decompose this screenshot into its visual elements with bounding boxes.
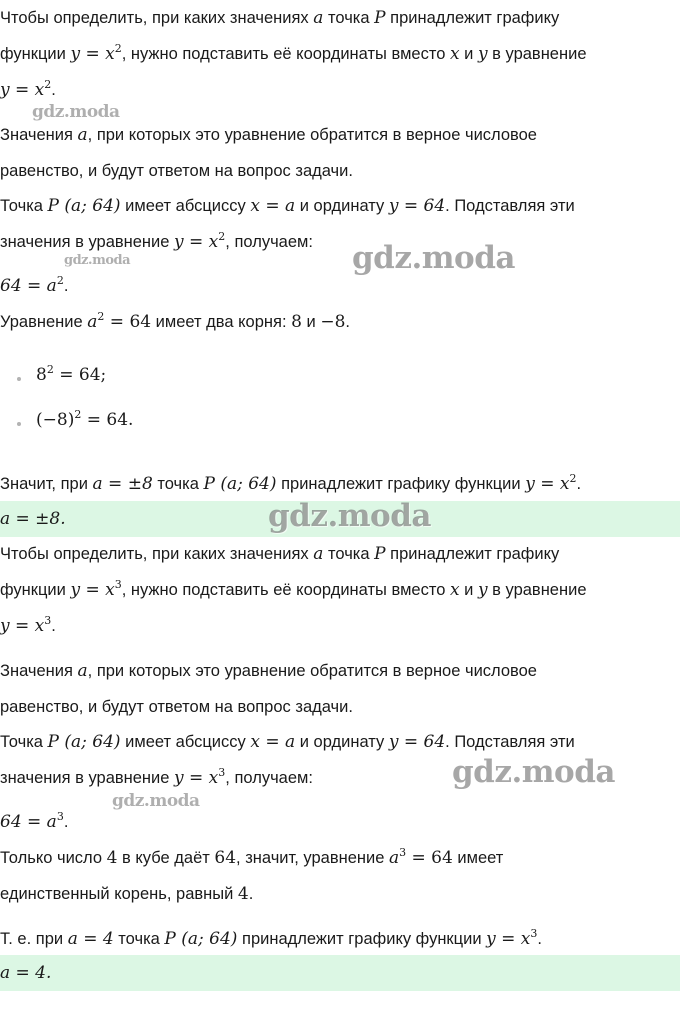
- text: . Подставляя эти: [445, 733, 575, 751]
- math: = 64: [406, 848, 453, 868]
- text-line: [0, 231, 313, 253]
- text: .: [51, 81, 56, 99]
- math: y = x: [174, 232, 219, 252]
- text-line: [0, 696, 353, 718]
- text-line: [0, 928, 542, 950]
- text: , при которых это уравнение обратится в верное числовое: [87, 662, 537, 680]
- watermark-logo: gdz.moda: [352, 240, 515, 276]
- text: равенство, и будут ответом на вопрос задачи.: [0, 698, 353, 716]
- math: y = 64: [388, 196, 446, 216]
- math: (−8): [36, 410, 75, 430]
- text: Только число: [0, 849, 107, 867]
- watermark-logo: gdz.moda: [112, 791, 200, 811]
- bullet-dot: [17, 377, 21, 381]
- bullet-dot: [17, 422, 21, 426]
- text: Уравнение: [0, 313, 88, 331]
- text: функции: [0, 45, 71, 63]
- text: .: [537, 930, 542, 948]
- watermark-logo: gdz.moda: [32, 102, 120, 122]
- exponent: 3: [56, 810, 64, 823]
- text: , при которых это уравнение обратится в верное числовое: [87, 126, 537, 144]
- text: , нужно подставить её координаты вместо: [121, 45, 450, 63]
- text: в уравнение: [487, 45, 587, 63]
- text: имеет: [452, 849, 504, 867]
- watermark-logo: gdz.moda: [268, 498, 431, 534]
- math: a = 4.: [0, 963, 52, 983]
- math: 4: [237, 884, 249, 904]
- text: принадлежит графику: [385, 545, 560, 563]
- text: , получаем:: [225, 769, 313, 787]
- text-line: [0, 195, 575, 217]
- text: и: [459, 45, 478, 63]
- list-item: [36, 364, 106, 386]
- math: y = x: [0, 80, 45, 100]
- text: в кубе даёт: [117, 849, 215, 867]
- exponent: 3: [44, 614, 52, 627]
- answer-box: [0, 955, 680, 991]
- math: x: [449, 44, 460, 64]
- math: x = a: [250, 732, 296, 752]
- text: точка: [152, 475, 204, 493]
- text: Точка: [0, 197, 48, 215]
- exponent: 2: [569, 472, 577, 485]
- text: имеет абсциссу: [120, 733, 251, 751]
- math: y: [477, 580, 488, 600]
- exponent: 3: [218, 766, 226, 779]
- text-line: [0, 311, 350, 333]
- math: a: [388, 848, 400, 868]
- math: a: [77, 125, 88, 145]
- math: y = 64: [388, 732, 446, 752]
- math: y = x: [0, 616, 45, 636]
- exponent: 2: [218, 230, 226, 243]
- text: , значит, уравнение: [236, 849, 389, 867]
- answer-text: [0, 962, 51, 984]
- math: −8: [320, 312, 346, 332]
- text: единственный корень, равный: [0, 885, 238, 903]
- text-line: [0, 543, 559, 565]
- text: Значения: [0, 662, 78, 680]
- text: .: [63, 813, 69, 831]
- text: точка: [323, 9, 375, 27]
- math: 64: [214, 848, 237, 868]
- text: принадлежит графику функции: [276, 475, 526, 493]
- math: y: [477, 44, 488, 64]
- text: равенство, и будут ответом на вопрос задачи.: [0, 162, 353, 180]
- text: и: [301, 313, 321, 331]
- text: значения в уравнение: [0, 233, 175, 251]
- text-line: [0, 579, 587, 601]
- math: y = x: [525, 474, 570, 494]
- math: a: [313, 544, 324, 564]
- text-line: [0, 160, 353, 182]
- text: значения в уравнение: [0, 769, 175, 787]
- math: P (a; 64): [47, 196, 121, 216]
- watermark-logo: gdz.moda: [452, 754, 615, 790]
- text-line: [0, 615, 56, 637]
- math: 8: [291, 312, 302, 332]
- text: точка: [323, 545, 375, 563]
- math: P (a; 64): [47, 732, 121, 752]
- math: = 64.: [81, 410, 134, 430]
- math: 8: [36, 365, 47, 385]
- text: .: [63, 277, 69, 295]
- math: P: [374, 8, 386, 28]
- text: имеет абсциссу: [120, 197, 251, 215]
- text: .: [576, 475, 582, 493]
- math: y = x: [70, 44, 115, 64]
- text-line: [0, 124, 537, 146]
- exponent: 2: [74, 408, 82, 421]
- exponent: 2: [56, 274, 64, 287]
- text: функции: [0, 581, 71, 599]
- math: a: [313, 8, 324, 28]
- text-line: [0, 473, 581, 495]
- text: Значит, при: [0, 475, 93, 493]
- text: Точка: [0, 733, 48, 751]
- text-line: [0, 731, 575, 753]
- exponent: 2: [44, 78, 52, 91]
- math: x: [449, 580, 460, 600]
- text: и ординату: [295, 197, 389, 215]
- math: P (a; 64): [203, 474, 277, 494]
- text: , получаем:: [225, 233, 313, 251]
- text: и ординату: [295, 733, 389, 751]
- math: a: [77, 661, 88, 681]
- math: 64 = a: [0, 812, 57, 832]
- math: P: [374, 544, 386, 564]
- text: , нужно подставить её координаты вместо: [121, 581, 450, 599]
- math: a: [87, 312, 98, 332]
- text-line: [0, 811, 68, 833]
- exponent: 2: [46, 363, 54, 376]
- text: . Подставляя эти: [445, 197, 575, 215]
- text: Значения: [0, 126, 78, 144]
- text: .: [51, 617, 56, 635]
- math: 4: [106, 848, 118, 868]
- math: P (a; 64): [164, 929, 238, 949]
- exponent: 2: [97, 310, 105, 323]
- list-item: [36, 409, 133, 431]
- math: a = 4: [67, 929, 114, 949]
- text-line: [0, 883, 253, 905]
- exponent: 3: [530, 927, 538, 940]
- math: = 64: [104, 312, 152, 332]
- answer-text: [0, 508, 66, 530]
- exponent: 3: [114, 578, 122, 591]
- exponent: 3: [399, 846, 407, 859]
- math: 64 = a: [0, 276, 57, 296]
- text: принадлежит графику: [385, 9, 560, 27]
- text: принадлежит графику функции: [237, 930, 487, 948]
- text-line: [0, 847, 503, 869]
- text-line: [0, 660, 537, 682]
- text-line: [0, 7, 559, 29]
- math: y = x: [70, 580, 115, 600]
- text: .: [248, 885, 254, 903]
- text: и: [459, 581, 478, 599]
- math: a = ±8: [92, 474, 153, 494]
- text: Чтобы определить, при каких значениях: [0, 545, 314, 563]
- watermark-logo: gdz.moda: [64, 253, 131, 268]
- text: в уравнение: [487, 581, 587, 599]
- math: y = x: [174, 768, 219, 788]
- text: Чтобы определить, при каких значениях: [0, 9, 314, 27]
- math: = 64;: [53, 365, 107, 385]
- math: y = x: [486, 929, 531, 949]
- text: имеет два корня:: [151, 313, 292, 331]
- text-line: [0, 79, 56, 101]
- text: Т. е. при: [0, 930, 68, 948]
- text-line: [0, 275, 68, 297]
- text: .: [345, 313, 350, 331]
- text-line: [0, 43, 587, 65]
- text-line: [0, 767, 313, 789]
- math: x = a: [250, 196, 296, 216]
- text: точка: [113, 930, 165, 948]
- math: a = ±8.: [0, 509, 66, 529]
- exponent: 2: [114, 42, 122, 55]
